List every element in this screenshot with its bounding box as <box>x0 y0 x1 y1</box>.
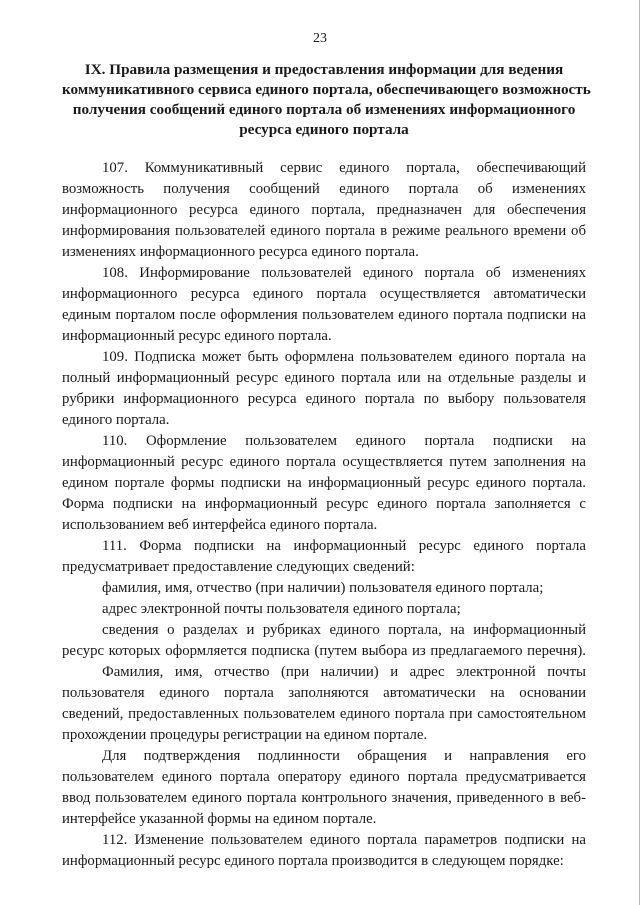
text-line: единого портала. <box>62 412 170 428</box>
page-number: 23 <box>313 31 327 46</box>
text-line: 111. Форма подписки на информационный ресурс единого портала <box>102 538 586 554</box>
text-line: прохождении процедуры регистрации на едином портале. <box>62 727 428 743</box>
text-line: ввод пользователем единого портала контрольного значения, приведенного в веб- <box>62 790 586 806</box>
text-line: предусматривает предоставление следующих сведений: <box>62 559 415 575</box>
text-line: 112. Изменение пользователем единого портала параметров подписки на <box>102 832 586 848</box>
text-line: информационного ресурса единого портала осуществляется автоматически <box>62 286 586 302</box>
heading-line: получения сообщений единого портала об изменениях информационного <box>72 101 576 118</box>
text-line: ресурс которых оформляется подписка (путем выбора из предлагаемого перечня). <box>62 643 586 659</box>
text-line: пользователем единого портала оператору единого портала предусматривается <box>62 769 586 785</box>
text-line: изменениях информационного ресурса единого портала. <box>62 244 419 260</box>
text-line: 110. Оформление пользователем единого портала подписки на <box>102 433 586 449</box>
text-line: Фамилия, имя, отчество (при наличии) и адрес электронной почты <box>102 664 586 680</box>
text-line: информационный ресурс единого портала осуществляется путем заполнения на <box>62 454 586 470</box>
text-line: Для подтверждения подлинности обращения и направления его <box>102 748 586 764</box>
text-line: 107. Коммуникативный сервис единого портала, обеспечивающий <box>102 160 586 176</box>
document-body <box>62 158 586 872</box>
text-line: рубрики информационного ресурса единого портала по выбору пользователя <box>62 391 586 407</box>
text-line: 108. Информирование пользователей единого портала об изменениях <box>102 265 586 281</box>
heading-line: IX. Правила размещения и предоставления информации для ведения <box>84 61 564 78</box>
heading-line: ресурса единого портала <box>239 121 409 138</box>
text-line: интерфейсе указанной формы на едином портале. <box>62 811 377 827</box>
text-line: пользователя единого портала заполняются автоматически на основании <box>62 685 586 701</box>
text-line: информирования пользователей единого портала в режиме реального времени об <box>62 223 586 239</box>
text-line: возможность получения сообщений единого портала об изменениях <box>62 181 586 197</box>
text-line: фамилия, имя, отчество (при наличии) пользователя единого портала; <box>102 580 544 596</box>
text-line: едином портале формы подписки на информационный ресурс единого портала. <box>62 475 586 491</box>
text-line: сведения о разделах и рубриках единого портала, на информационный <box>102 622 586 638</box>
text-line: сведений, предоставленных пользователем единого портала при самостоятельном <box>62 706 586 722</box>
text-line: полный информационный ресурс единого портала или на отдельные разделы и <box>62 370 586 386</box>
text-line: информационный ресурс единого портала. <box>62 328 332 344</box>
text-line: единым порталом после оформления пользователем единого портала подписки на <box>62 307 586 323</box>
text-line: использованием веб интерфейса единого портала. <box>62 517 378 533</box>
section-heading <box>62 60 591 140</box>
text-line: адрес электронной почты пользователя единого портала; <box>102 601 461 617</box>
text-line: информационный ресурс единого портала производится в следующем порядке: <box>62 853 564 869</box>
heading-line: коммуникативного сервиса единого портала, обеспечивающего возможность <box>62 81 591 98</box>
text-line: информационного ресурса единого портала, предназначен для обеспечения <box>62 202 586 218</box>
text-line: Форма подписки на информационный ресурс единого портала заполняется с <box>62 496 586 512</box>
text-line: 109. Подписка может быть оформлена пользователем единого портала на <box>102 349 586 365</box>
